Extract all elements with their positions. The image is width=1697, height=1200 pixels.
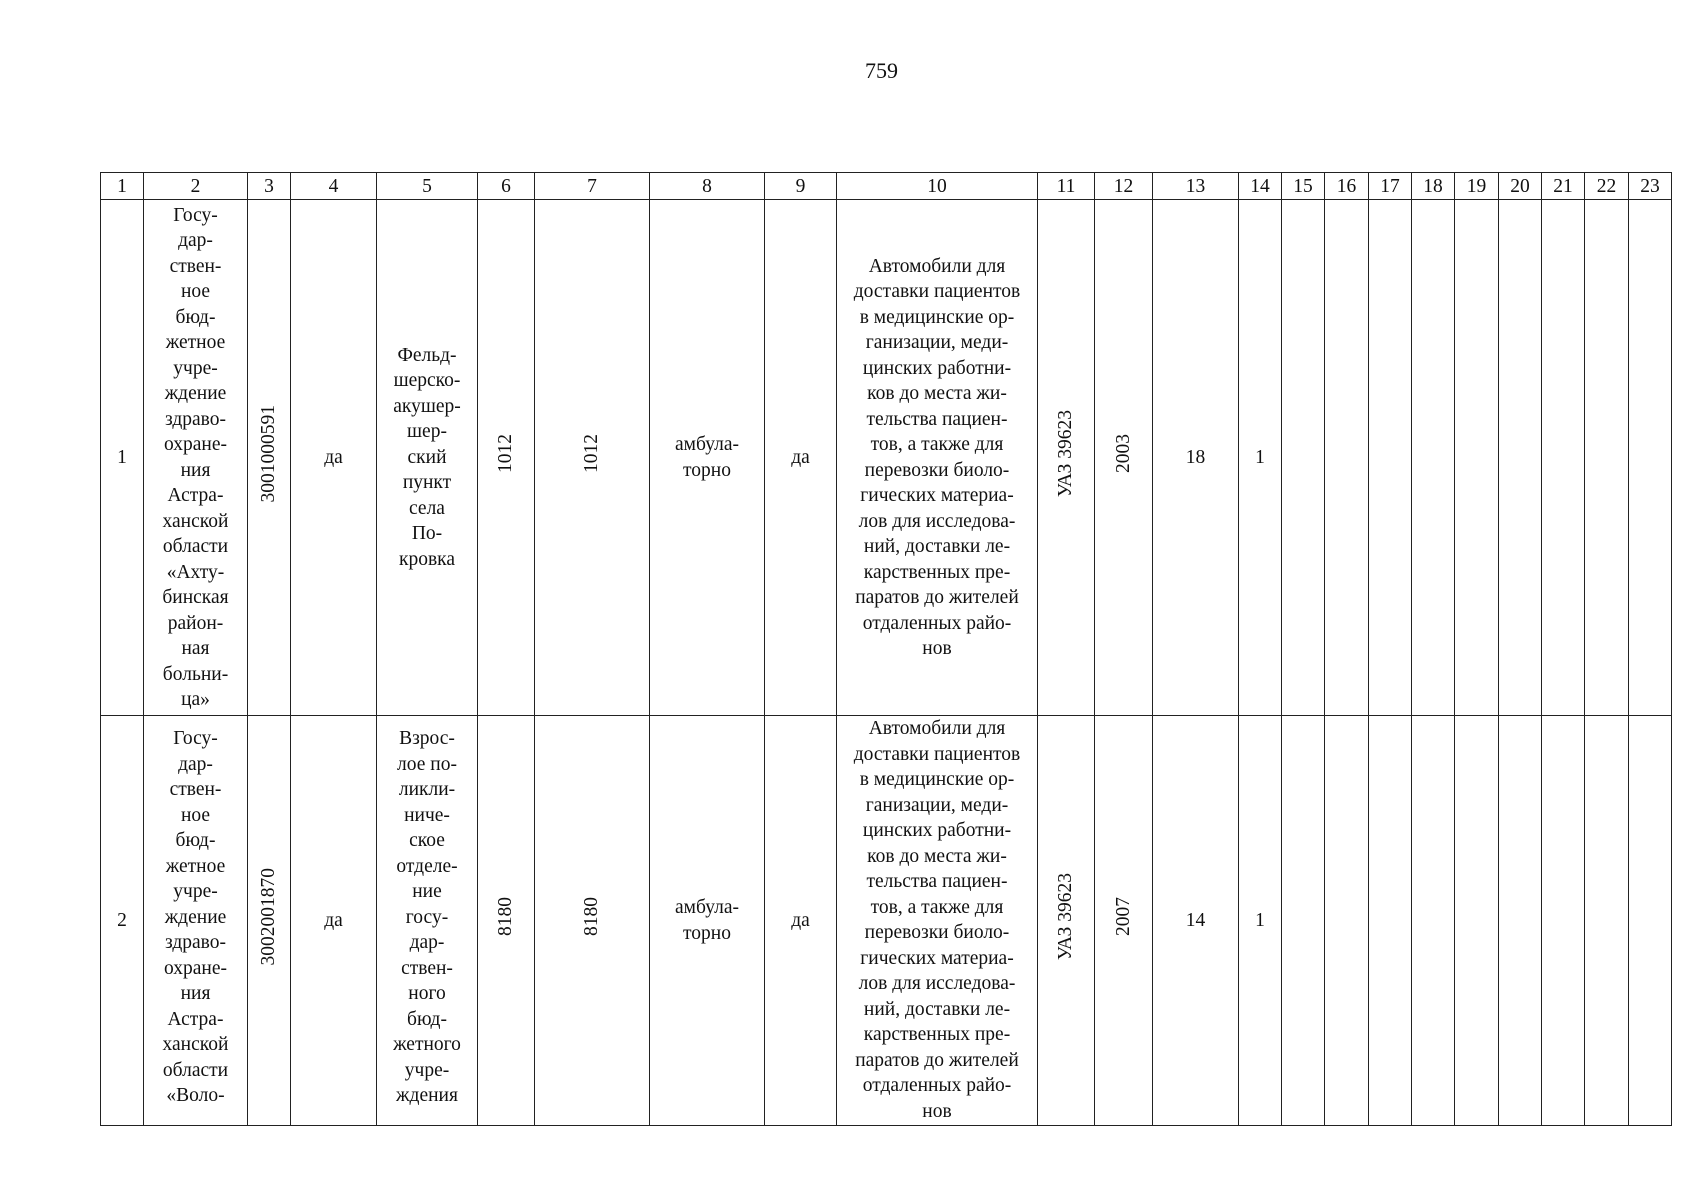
flag-cell: да <box>291 716 377 1126</box>
column-header: 8 <box>650 173 765 200</box>
empty-cell <box>1369 716 1412 1126</box>
count-value: 8180 <box>581 897 603 937</box>
organization-name: Госу- дар- ствен- ное бюд- жетное учре- ждение здраво- охране- ния Астра- ханской области «Ахту- бинская район- ная больни- ца» <box>162 204 229 710</box>
flag-cell: да <box>765 716 837 1126</box>
empty-cell <box>1585 716 1629 1126</box>
column-header: 3 <box>248 173 291 200</box>
unit-name: Взрос- лое по- ликли- ниче- ское отделе- ние госу- дар- ствен- ного бюд- жетного учре- ждения <box>393 728 461 1106</box>
column-header: 21 <box>1542 173 1585 200</box>
vehicle-model: УАЗ 39623 <box>1055 410 1077 498</box>
care-type: амбула- торно <box>675 434 739 481</box>
column-header: 11 <box>1038 173 1095 200</box>
model-cell <box>1038 716 1095 1126</box>
empty-cell <box>1455 200 1499 716</box>
column-header: 20 <box>1499 173 1542 200</box>
code-cell <box>248 200 291 716</box>
organization-name: Госу- дар- ствен- ное бюд- жетное учре- ждение здраво- охране- ния Астра- ханской области «Воло- <box>162 728 229 1106</box>
column-header: 6 <box>478 173 535 200</box>
row-number: 1 <box>101 200 144 716</box>
column-header: 12 <box>1095 173 1153 200</box>
year-cell <box>1095 200 1153 716</box>
quantity-cell: 1 <box>1239 716 1282 1126</box>
empty-cell <box>1369 200 1412 716</box>
column-header: 13 <box>1153 173 1239 200</box>
column-header: 1 <box>101 173 144 200</box>
empty-cell <box>1542 716 1585 1126</box>
empty-cell <box>1282 716 1325 1126</box>
header-row <box>101 173 1672 200</box>
empty-cell <box>1412 200 1455 716</box>
purpose-cell <box>837 200 1038 716</box>
column-header: 23 <box>1629 173 1672 200</box>
count-cell <box>478 200 535 716</box>
row-number: 2 <box>101 716 144 1126</box>
quantity-cell: 1 <box>1239 200 1282 716</box>
empty-cell <box>1455 716 1499 1126</box>
page-number: 759 <box>865 58 898 83</box>
column-header: 5 <box>377 173 478 200</box>
model-cell <box>1038 200 1095 716</box>
year-cell <box>1095 716 1153 1126</box>
column-header: 2 <box>144 173 248 200</box>
empty-cell <box>1412 716 1455 1126</box>
table-row <box>101 200 1672 716</box>
empty-cell <box>1542 200 1585 716</box>
care-type-cell <box>650 200 765 716</box>
vehicle-purpose: Автомобили для доставки пациентов в медицинские ор- ганизации, меди- цинских работни- ков до места жи- тельства пациен- тов, а также для перевозки биоло- гических материа- лов для исследова- ний, доставки ле- карственных пре- паратов до жителей отдаленных райо- нов <box>853 255 1021 659</box>
column-header: 10 <box>837 173 1038 200</box>
age-cell: 18 <box>1153 200 1239 716</box>
table-row <box>101 716 1672 1126</box>
organization-code: 3001000591 <box>258 405 280 503</box>
register-table <box>100 172 1672 1126</box>
organization-cell <box>144 716 248 1126</box>
empty-cell <box>1499 716 1542 1126</box>
code-cell <box>248 716 291 1126</box>
column-header: 17 <box>1369 173 1412 200</box>
empty-cell <box>1629 716 1672 1126</box>
column-header: 4 <box>291 173 377 200</box>
count-cell <box>535 200 650 716</box>
empty-cell <box>1499 200 1542 716</box>
empty-cell <box>1325 716 1369 1126</box>
empty-cell <box>1585 200 1629 716</box>
vehicle-model: УАЗ 39623 <box>1055 873 1077 961</box>
organization-code: 3002001870 <box>258 868 280 966</box>
column-header: 16 <box>1325 173 1369 200</box>
age-cell: 14 <box>1153 716 1239 1126</box>
column-header: 7 <box>535 173 650 200</box>
column-header: 18 <box>1412 173 1455 200</box>
empty-cell <box>1325 200 1369 716</box>
column-header: 9 <box>765 173 837 200</box>
vehicle-year: 2007 <box>1112 897 1134 937</box>
count-value: 8180 <box>495 897 517 937</box>
unit-cell <box>377 200 478 716</box>
empty-cell <box>1282 200 1325 716</box>
care-type: амбула- торно <box>675 897 739 944</box>
flag-cell: да <box>765 200 837 716</box>
count-value: 1012 <box>581 434 603 474</box>
care-type-cell <box>650 716 765 1126</box>
count-cell <box>535 716 650 1126</box>
vehicle-purpose: Автомобили для доставки пациентов в медицинские ор- ганизации, меди- цинских работни- ков до места жи- тельства пациен- тов, а также для перевозки биоло- гических материа- лов для исследова- ний, доставки ле- карственных пре- паратов до жителей отдаленных райо- нов <box>853 718 1021 1122</box>
unit-name: Фельд- шерско- акушер- шер- ский пункт села По- кровка <box>393 344 461 570</box>
flag-cell: да <box>291 200 377 716</box>
column-header: 14 <box>1239 173 1282 200</box>
column-header: 22 <box>1585 173 1629 200</box>
column-header: 15 <box>1282 173 1325 200</box>
purpose-cell <box>837 716 1038 1126</box>
vehicle-year: 2003 <box>1112 434 1134 474</box>
count-value: 1012 <box>495 434 517 474</box>
unit-cell <box>377 716 478 1126</box>
column-header: 19 <box>1455 173 1499 200</box>
empty-cell <box>1629 200 1672 716</box>
organization-cell <box>144 200 248 716</box>
count-cell <box>478 716 535 1126</box>
